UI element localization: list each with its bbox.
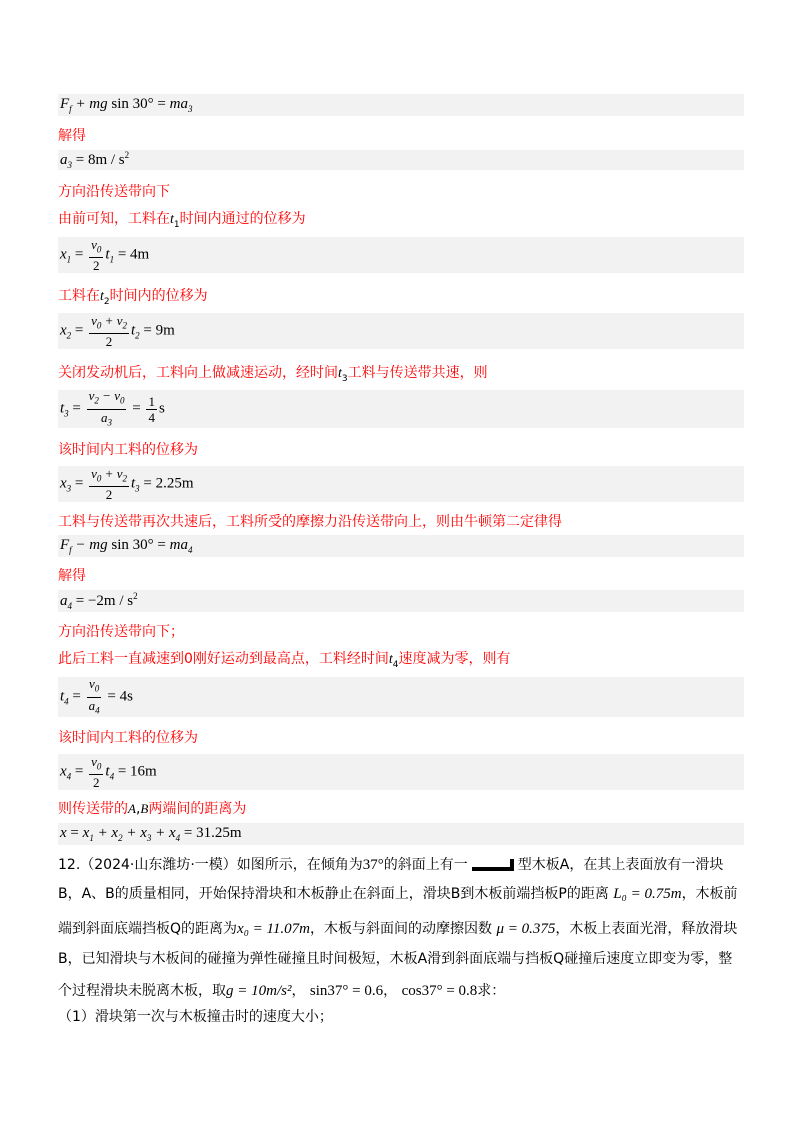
text-close-engine: 关闭发动机后，工料向上做减速运动，经时间$t_3$工料与传送带共速，则 (58, 365, 488, 384)
text-jiede-2: 解得 (58, 568, 86, 584)
equation-11: $x = x_1 + x_2 + x_3 + x_4 = 31.25m$ (58, 823, 744, 845)
equation-10: $x_4$ = $\frac{v_0}{2}$ $t_4 = 16m$ (58, 754, 744, 790)
equation-2: $a_3 = 8m / s^2$ (58, 150, 744, 170)
problem-12-line-4: B，已知滑块与木板间的碰撞为弹性碰撞且时间极短，木板A滑到斜面底端与挡板Q碰撞后速度立即变为零，整 (58, 951, 733, 967)
equation-3: $x_1$ = $\frac{v_0}{2}$ $t_1 = 4m$ (58, 237, 744, 273)
text-displacement-4: 该时间内工料的位移为 (58, 730, 198, 746)
text-second-sync: 工料与传送带再次共速后，工料所受的摩擦力沿传送带向上，则由牛顿第二定律得 (58, 514, 562, 530)
equation-1 (58, 94, 744, 116)
equation-4: $x_2$ = $\frac{v_0 + v_2}{2}$ $t_2 = 9m$ (58, 313, 744, 349)
equation-6: $x_3$ = $\frac{v_0 + v_2}{2}$ $t_3 = 2.25m$ (58, 466, 744, 502)
board-shape-icon (472, 859, 514, 871)
text-displacement-1: 由前可知，工料在$t_1$时间内通过的位移为 (58, 211, 306, 230)
text-direction-2: 方向沿传送带向下； (58, 624, 184, 640)
problem-12-question-1: （1）滑块第一次与木板撞击时的速度大小； (58, 1009, 333, 1025)
text-displacement-2: 工料在$t_2$时间内的位移为 (58, 288, 208, 307)
problem-12-line-5: 个过程滑块未脱离木板，取g = 10m/s²， sin37° = 0.6， cos37° = 0.8求： (58, 983, 506, 999)
problem-12-line-3: 端到斜面底端挡板Q的距离为x₀ = 11.07m，木板与斜面间的动摩擦因数 μ = 0.375，木板上表面光滑，释放滑块 (58, 921, 738, 937)
equation-9: $t_4$ = $\frac{v_0}{a_4}$ = 4s (58, 677, 744, 717)
text-direction-1: 方向沿传送带向下 (58, 184, 170, 200)
equation-1-text: $F_f$ + mg $\sin 30^\circ = ma_3$ (60, 96, 193, 114)
equation-8: $a_4 = -2m / s^2$ (58, 590, 744, 612)
text-displacement-3: 该时间内工料的位移为 (58, 442, 198, 458)
text-jiede-1: 解得 (58, 128, 86, 144)
text-after-decel: 此后工料一直减速到0刚好运动到最高点，工料经时间$t_4$速度减为零，则有 (58, 651, 511, 670)
equation-7: $F_f$ − mg $\sin 30^\circ = ma_4$ (58, 535, 744, 557)
problem-12-line-1: 12.（2024·山东潍坊·一模）如图所示，在倾角为37°的斜面上有一 型木板A，在其上表面放有一滑块 (58, 857, 724, 873)
problem-12-line-2: B，A、B的质量相同，开始保持滑块和木板静止在斜面上，滑块B到木板前端挡板P的距离 L₀ = 0.75m，木板前 (58, 886, 738, 902)
text-distance-ab: 则传送带的A,B两端间的距离为 (58, 801, 247, 817)
equation-5: $t_3$ = $\frac{v_2 - v_0}{a_3}$ = $\frac{1}{4}$ s (58, 390, 744, 428)
